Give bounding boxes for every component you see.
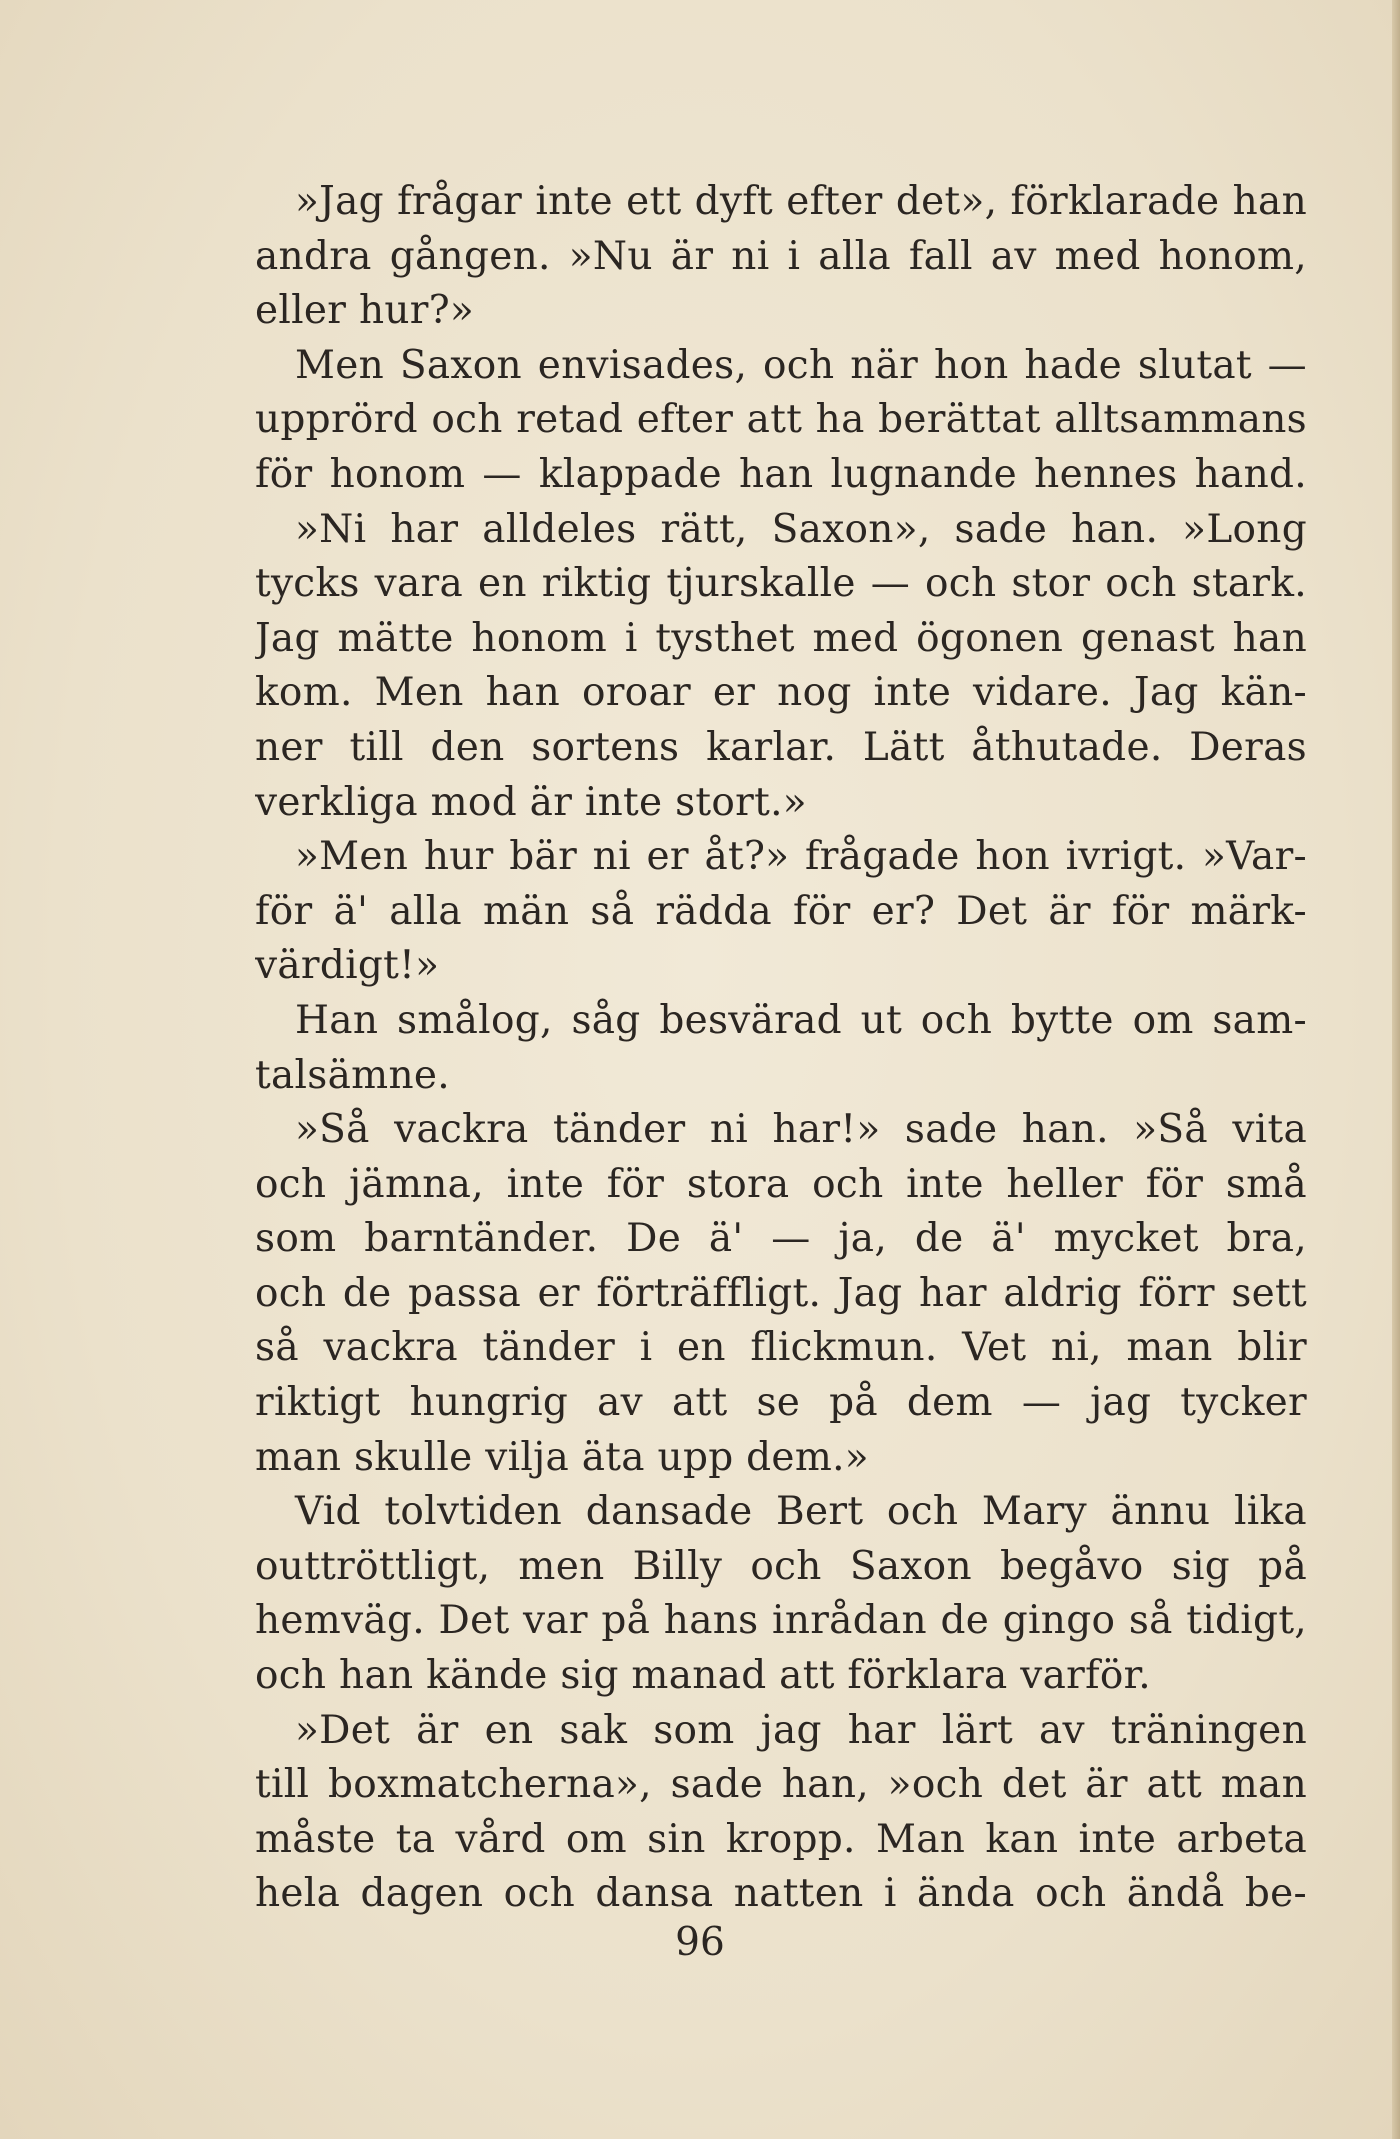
text-line: för honom — klappade han lugnande hennes hand. bbox=[255, 451, 1307, 497]
body-text bbox=[255, 175, 1307, 1922]
text-line: och han kände sig manad att förklara varför. bbox=[255, 1653, 1151, 1699]
text-line: kom. Men han oroar er nog inte vidare. Jag kän- bbox=[255, 670, 1307, 716]
text-line: Han smålog, såg besvärad ut och bytte om sam- bbox=[295, 997, 1307, 1043]
text-line: för ä' alla män så rädda för er? Det är för märk- bbox=[255, 888, 1307, 934]
text-line: Vid tolvtiden dansade Bert och Mary ännu lika bbox=[295, 1489, 1307, 1535]
text-line: Jag mätte honom i tysthet med ögonen genast han bbox=[255, 615, 1307, 661]
text-line: outtröttligt, men Billy och Saxon begåvo sig på bbox=[255, 1543, 1307, 1589]
text-line: hela dagen och dansa natten i ända och ändå be- bbox=[255, 1871, 1307, 1917]
text-line: »Ni har alldeles rätt, Saxon», sade han. »Long bbox=[295, 506, 1307, 552]
page-number: 96 bbox=[675, 1920, 725, 1965]
text-line: som barntänder. De ä' — ja, de ä' mycket bra, bbox=[255, 1216, 1307, 1262]
text-line: riktigt hungrig av att se på dem — jag tycker bbox=[255, 1380, 1307, 1426]
text-line: upprörd och retad efter att ha berättat alltsammans bbox=[255, 397, 1307, 443]
text-line: »Det är en sak som jag har lärt av träningen bbox=[295, 1707, 1307, 1753]
text-line: Men Saxon envisades, och när hon hade slutat — bbox=[295, 342, 1307, 388]
page-edge-shadow bbox=[1392, 0, 1400, 2139]
text-line: »Jag frågar inte ett dyft efter det», förklarade han bbox=[295, 179, 1307, 224]
text-line: så vackra tänder i en flickmun. Vet ni, man blir bbox=[255, 1325, 1307, 1371]
text-line: andra gången. »Nu är ni i alla fall av med honom, bbox=[255, 233, 1307, 279]
text-line: verkliga mod är inte stort.» bbox=[255, 779, 807, 825]
text-line: man skulle vilja äta upp dem.» bbox=[255, 1434, 869, 1480]
text-line: talsämne. bbox=[255, 1052, 450, 1098]
text-line: måste ta vård om sin kropp. Man kan inte arbeta bbox=[255, 1816, 1307, 1862]
text-line: »Så vackra tänder ni har!» sade han. »Så vita bbox=[295, 1107, 1307, 1153]
text-line: och de passa er förträffligt. Jag har aldrig förr sett bbox=[255, 1270, 1307, 1316]
text-line: ner till den sortens karlar. Lätt åthutade. Deras bbox=[255, 724, 1307, 770]
text-line: tycks vara en riktig tjurskalle — och stor och stark. bbox=[255, 561, 1307, 607]
text-line: och jämna, inte för stora och inte heller för små bbox=[255, 1161, 1307, 1207]
text-line: eller hur?» bbox=[255, 288, 475, 334]
text-line: »Men hur bär ni er åt?» frågade hon ivrigt. »Var- bbox=[295, 834, 1307, 880]
text-line: hemväg. Det var på hans inrådan de gingo så tidigt, bbox=[255, 1598, 1307, 1644]
text-line: till boxmatcherna», sade han, »och det är att man bbox=[255, 1762, 1307, 1808]
text-line: värdigt!» bbox=[255, 943, 440, 989]
